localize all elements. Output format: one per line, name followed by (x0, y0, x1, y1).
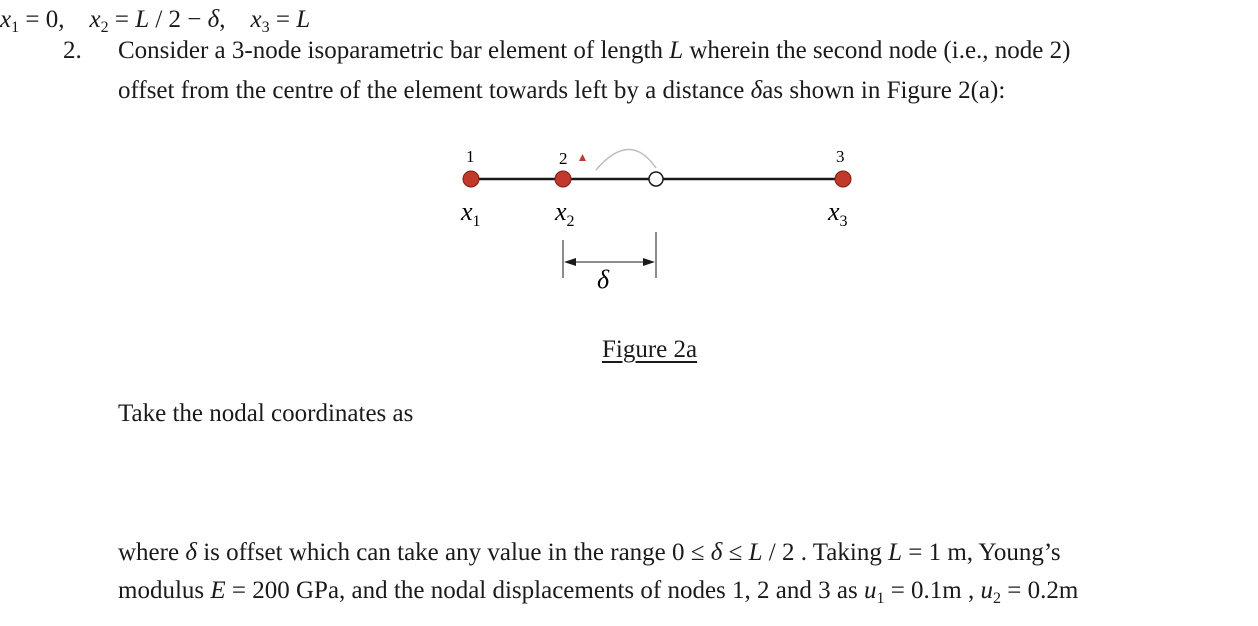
coord-label-x3: $x_3$ (828, 197, 848, 230)
question-text-line2: offset from the centre of the element towards left by a distance δas shown in Figure 2(a): (118, 77, 1006, 104)
node-1 (463, 171, 479, 187)
where-text-line2: modulus E = 200 GPa, and the nodal displacements of nodes 1, 2 and 3 as $u_1 = 0.1m$ , $u_2 = 0.2m$ (118, 577, 1079, 607)
delta-label: δ (597, 265, 610, 294)
delta-arrow-right-icon (643, 258, 655, 266)
coord-label-x2: $x_2$ (555, 197, 575, 230)
node-label-1: 1 (466, 147, 475, 166)
node-3 (835, 171, 851, 187)
element-centre-marker (649, 172, 663, 186)
question-text-line1: Consider a 3-node isoparametric bar element of length L wherein the second node (i.e., node 2) (118, 37, 1071, 64)
arc-arrowhead-icon (579, 154, 586, 161)
nodal-coordinates-equation: $x_1 = 0$, $x_2 = L / 2 - \delta$, $x_3 = L$ (0, 6, 311, 36)
node-2 (555, 171, 571, 187)
offset-arc (596, 149, 656, 170)
figure-caption: Figure 2a (602, 336, 698, 363)
where-text-line1: where δ is offset which can take any value in the range 0 ≤ δ ≤ L / 2 . Taking L = 1 m, Young’s (118, 539, 1061, 566)
delta-arrow-left-icon (564, 258, 576, 266)
question-number: 2. (63, 37, 82, 64)
node-label-3: 3 (836, 147, 845, 166)
node-label-2: 2 (559, 149, 568, 168)
take-coordinates-text: Take the nodal coordinates as (118, 400, 414, 427)
coord-label-x1: $x_1$ (461, 197, 481, 230)
